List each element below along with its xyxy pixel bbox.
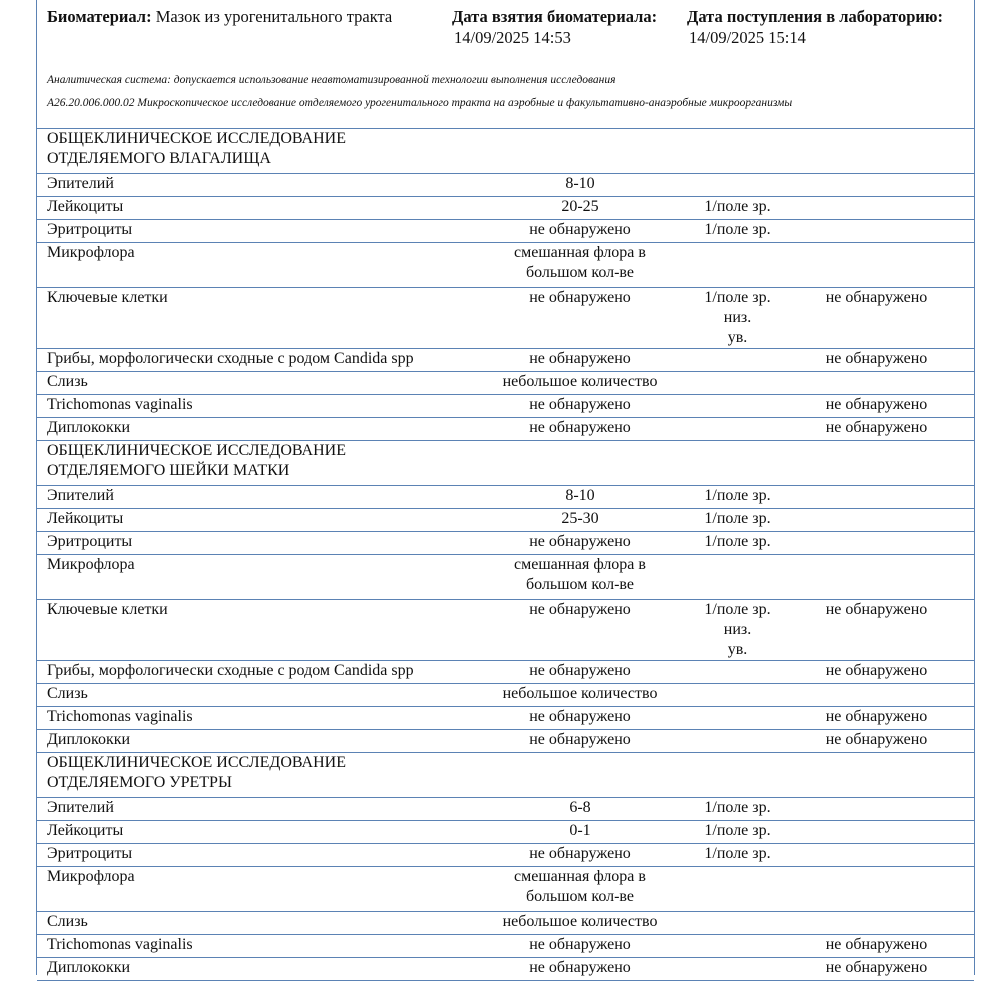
- test-value-cell: смешанная флора в большом кол-ве: [464, 555, 696, 600]
- lab-report-page: [36, 0, 975, 975]
- test-unit-cell: [696, 935, 779, 958]
- table-row: [37, 867, 974, 912]
- results-table: [37, 128, 974, 981]
- test-value-cell: не обнаружено: [464, 600, 696, 661]
- test-reference-cell: [779, 509, 974, 532]
- table-row: [37, 243, 974, 288]
- test-value-cell: не обнаружено: [464, 730, 696, 753]
- test-reference-cell: не обнаружено: [779, 288, 974, 349]
- test-value-cell: 0-1: [464, 821, 696, 844]
- test-name-cell: Слизь: [37, 372, 464, 395]
- report-header: [37, 0, 974, 62]
- analytic-system-note: Аналитическая система: допускается использование неавтоматизированной технологии выполнения исследования: [47, 74, 616, 86]
- test-value-cell: не обнаружено: [464, 418, 696, 441]
- biomaterial-value: Мазок из урогенитального тракта: [155, 7, 393, 26]
- table-row: [37, 707, 974, 730]
- test-name-cell: Ключевые клетки: [37, 288, 464, 349]
- test-name-cell: Ключевые клетки: [37, 600, 464, 661]
- test-name-cell: Эритроциты: [37, 532, 464, 555]
- test-value-cell: небольшое количество: [464, 684, 696, 707]
- table-row: [37, 486, 974, 509]
- test-reference-cell: не обнаружено: [779, 395, 974, 418]
- test-reference-cell: [779, 555, 974, 600]
- test-value-cell: небольшое количество: [464, 912, 696, 935]
- test-reference-cell: [779, 821, 974, 844]
- test-value-cell: не обнаружено: [464, 532, 696, 555]
- test-reference-cell: не обнаружено: [779, 958, 974, 981]
- test-name-cell: Микрофлора: [37, 867, 464, 912]
- test-reference-cell: [779, 798, 974, 821]
- table-row: [37, 661, 974, 684]
- test-unit-cell: 1/поле зр. низ. ув.: [696, 288, 779, 349]
- test-reference-cell: [779, 243, 974, 288]
- test-name-cell: Слизь: [37, 912, 464, 935]
- test-name-cell: Лейкоциты: [37, 197, 464, 220]
- table-row: [37, 372, 974, 395]
- test-name-cell: Лейкоциты: [37, 509, 464, 532]
- collection-date-value: 14/09/2025 14:53: [454, 28, 571, 47]
- table-row: [37, 798, 974, 821]
- section-title: ОБЩЕКЛИНИЧЕСКОЕ ИССЛЕДОВАНИЕ ОТДЕЛЯЕМОГО ВЛАГАЛИЩА: [37, 129, 974, 174]
- section-title: ОБЩЕКЛИНИЧЕСКОЕ ИССЛЕДОВАНИЕ ОТДЕЛЯЕМОГО ШЕЙКИ МАТКИ: [37, 441, 974, 486]
- table-row: [37, 197, 974, 220]
- test-unit-cell: [696, 418, 779, 441]
- table-row: [37, 600, 974, 661]
- test-value-cell: не обнаружено: [464, 288, 696, 349]
- section-header: [37, 441, 974, 486]
- table-row: [37, 532, 974, 555]
- table-row: [37, 509, 974, 532]
- test-reference-cell: не обнаружено: [779, 418, 974, 441]
- test-name-cell: Микрофлора: [37, 243, 464, 288]
- test-value-cell: 25-30: [464, 509, 696, 532]
- test-unit-cell: 1/поле зр.: [696, 821, 779, 844]
- test-reference-cell: [779, 912, 974, 935]
- test-unit-cell: [696, 349, 779, 372]
- test-unit-cell: [696, 958, 779, 981]
- test-reference-cell: [779, 844, 974, 867]
- method-note: А26.20.006.000.02 Микроскопическое исследование отделяемого урогенитального тракта на аэробные и факультативно-анаэробные микроорганизмы: [47, 97, 793, 109]
- table-row: [37, 844, 974, 867]
- test-unit-cell: 1/поле зр.: [696, 798, 779, 821]
- table-row: [37, 935, 974, 958]
- table-row: [37, 288, 974, 349]
- test-name-cell: Диплококки: [37, 958, 464, 981]
- test-unit-cell: [696, 395, 779, 418]
- test-unit-cell: [696, 707, 779, 730]
- test-value-cell: не обнаружено: [464, 349, 696, 372]
- receipt-date-block: [687, 6, 943, 48]
- test-unit-cell: [696, 174, 779, 197]
- test-value-cell: не обнаружено: [464, 935, 696, 958]
- collection-date-block: [452, 6, 657, 48]
- table-row: [37, 730, 974, 753]
- test-unit-cell: 1/поле зр.: [696, 220, 779, 243]
- test-name-cell: Грибы, морфологически сходные с родом Candida spp: [37, 349, 464, 372]
- test-name-cell: Слизь: [37, 684, 464, 707]
- table-row: [37, 912, 974, 935]
- test-name-cell: Trichomonas vaginalis: [37, 935, 464, 958]
- table-row: [37, 174, 974, 197]
- test-value-cell: 20-25: [464, 197, 696, 220]
- test-unit-cell: [696, 912, 779, 935]
- test-name-cell: Диплококки: [37, 730, 464, 753]
- test-unit-cell: [696, 867, 779, 912]
- test-unit-cell: 1/поле зр.: [696, 486, 779, 509]
- table-row: [37, 958, 974, 981]
- receipt-date-label: Дата поступления в лабораторию:: [687, 7, 943, 26]
- test-unit-cell: 1/поле зр.: [696, 532, 779, 555]
- test-reference-cell: [779, 684, 974, 707]
- test-name-cell: Микрофлора: [37, 555, 464, 600]
- table-row: [37, 821, 974, 844]
- test-name-cell: Эпителий: [37, 174, 464, 197]
- test-unit-cell: 1/поле зр.: [696, 197, 779, 220]
- test-value-cell: небольшое количество: [464, 372, 696, 395]
- test-name-cell: Эпителий: [37, 798, 464, 821]
- test-name-cell: Грибы, морфологически сходные с родом Candida spp: [37, 661, 464, 684]
- table-row: [37, 418, 974, 441]
- test-value-cell: 6-8: [464, 798, 696, 821]
- test-reference-cell: не обнаружено: [779, 349, 974, 372]
- table-row: [37, 220, 974, 243]
- test-reference-cell: [779, 486, 974, 509]
- test-value-cell: 8-10: [464, 174, 696, 197]
- test-reference-cell: [779, 220, 974, 243]
- section-header: [37, 753, 974, 798]
- test-name-cell: Диплококки: [37, 418, 464, 441]
- test-reference-cell: не обнаружено: [779, 730, 974, 753]
- test-value-cell: смешанная флора в большом кол-ве: [464, 867, 696, 912]
- test-value-cell: не обнаружено: [464, 395, 696, 418]
- test-value-cell: 8-10: [464, 486, 696, 509]
- test-value-cell: смешанная флора в большом кол-ве: [464, 243, 696, 288]
- collection-date-label: Дата взятия биоматериала:: [452, 7, 658, 26]
- test-value-cell: не обнаружено: [464, 844, 696, 867]
- test-name-cell: Trichomonas vaginalis: [37, 707, 464, 730]
- test-reference-cell: [779, 174, 974, 197]
- test-unit-cell: [696, 661, 779, 684]
- section-header: [37, 129, 974, 174]
- table-row: [37, 555, 974, 600]
- section-title: ОБЩЕКЛИНИЧЕСКОЕ ИССЛЕДОВАНИЕ ОТДЕЛЯЕМОГО УРЕТРЫ: [37, 753, 974, 798]
- table-row: [37, 395, 974, 418]
- test-unit-cell: [696, 555, 779, 600]
- test-value-cell: не обнаружено: [464, 661, 696, 684]
- test-value-cell: не обнаружено: [464, 707, 696, 730]
- test-reference-cell: [779, 197, 974, 220]
- test-value-cell: не обнаружено: [464, 220, 696, 243]
- test-value-cell: не обнаружено: [464, 958, 696, 981]
- test-name-cell: Эпителий: [37, 486, 464, 509]
- table-row: [37, 684, 974, 707]
- test-unit-cell: 1/поле зр.: [696, 509, 779, 532]
- test-reference-cell: [779, 532, 974, 555]
- test-unit-cell: [696, 372, 779, 395]
- table-row: [37, 349, 974, 372]
- test-unit-cell: 1/поле зр.: [696, 844, 779, 867]
- test-reference-cell: не обнаружено: [779, 600, 974, 661]
- biomaterial-label: Биоматериал:: [47, 7, 152, 26]
- test-reference-cell: не обнаружено: [779, 661, 974, 684]
- test-unit-cell: [696, 684, 779, 707]
- test-reference-cell: [779, 867, 974, 912]
- receipt-date-value: 14/09/2025 15:14: [689, 28, 806, 47]
- test-unit-cell: 1/поле зр. низ. ув.: [696, 600, 779, 661]
- test-reference-cell: не обнаружено: [779, 935, 974, 958]
- biomaterial-block: [47, 6, 392, 27]
- test-name-cell: Эритроциты: [37, 220, 464, 243]
- test-name-cell: Эритроциты: [37, 844, 464, 867]
- test-reference-cell: [779, 372, 974, 395]
- test-reference-cell: не обнаружено: [779, 707, 974, 730]
- test-name-cell: Лейкоциты: [37, 821, 464, 844]
- test-unit-cell: [696, 730, 779, 753]
- test-name-cell: Trichomonas vaginalis: [37, 395, 464, 418]
- test-unit-cell: [696, 243, 779, 288]
